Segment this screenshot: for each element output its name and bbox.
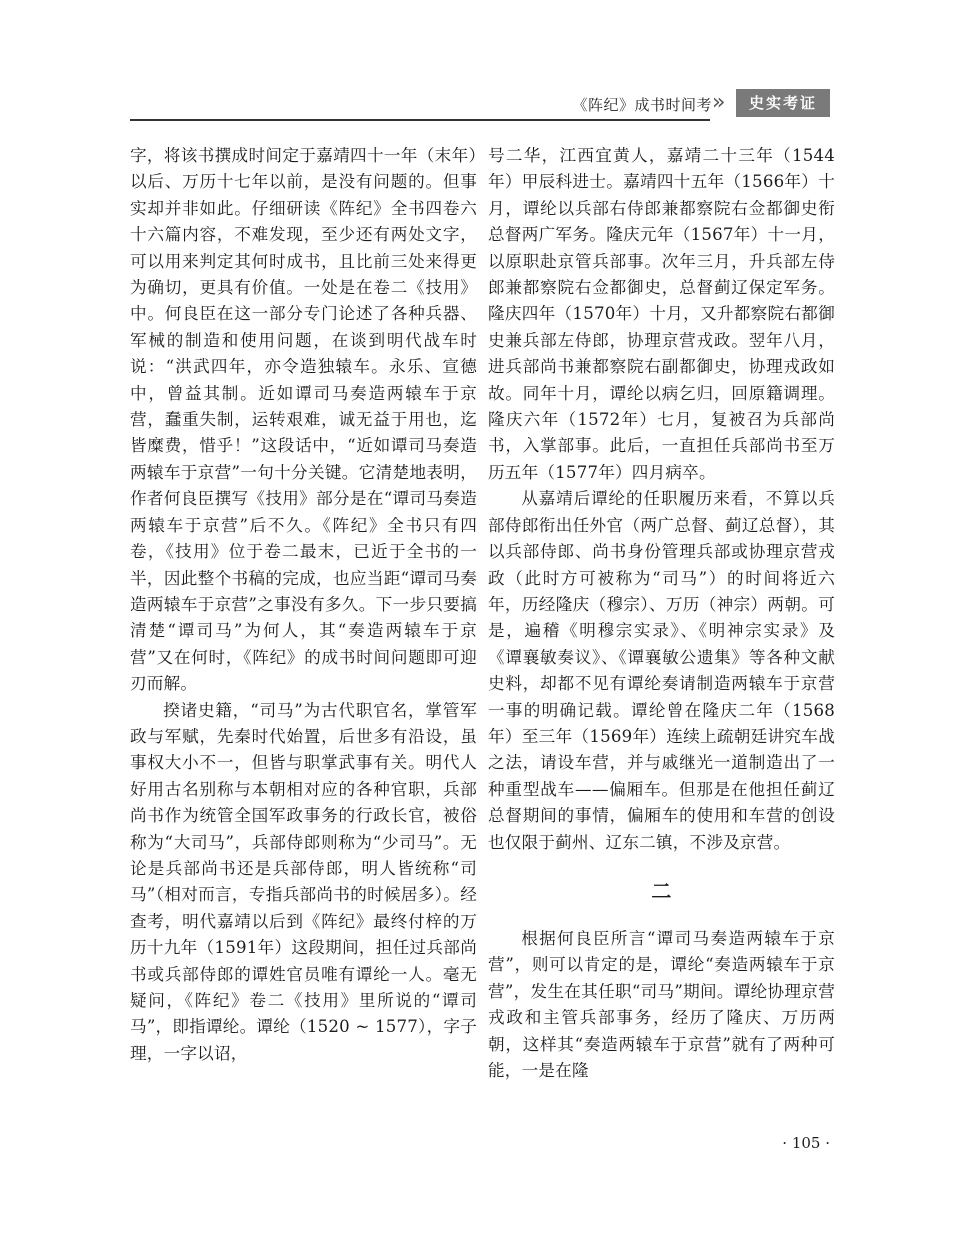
paragraph: 字，将该书撰成时间定于嘉靖四十一年（末年）以后、万历十七年以前，是没有问题的。但事实却并非如此。仔细研读《阵纪》全书四卷六十六篇内容，不难发现，至少还有两处文字，可以用来判定其何时成书，且比前三处来得更为确切，更具有价值。一处是在卷二《技用》中。何良臣在这一部分专门论述了各种兵器、军械的制造和使用问题，在谈到明代战车时说：“洪武四年，亦令造独辕车。永乐、宣德中，曾益其制。近如谭司马奏造两辕车于京营，蠢重失制，运转艰难，诚无益于用也，迄皆糜费，惜乎！”这段话中，“近如谭司马奏造两辕车于京营”一句十分关键。它清楚地表明，作者何良臣撰写《技用》部分是在“谭司马奏造两辕车于京营”后不久。《阵纪》全书只有四卷，《技用》位于卷二最末，已近于全书的一半，因此整个书稿的完成，也应当距“谭司马奏造两辕车于京营”之事没有多久。下一步只要搞清楚“谭司马”为何人，其“奏造两辕车于京营”又在何时，《阵纪》的成书时间问题即可迎刃而解。	[130, 146, 477, 694]
section-heading: 二	[651, 878, 672, 903]
paragraph: 号二华，江西宜黄人，嘉靖二十三年（1544年）甲辰科进士。嘉靖四十五年（1566年）十月，谭纶以兵部右侍郎兼都察院右佥都御史衔总督两广军务。隆庆元年（1567年）十一月，以原职赴京管兵部事。次年三月，升兵部左侍郎兼都察院右佥都御史，总督蓟辽保定军务。隆庆四年（1570年）十月，又升都察院右都御史兼兵部左侍郎，协理京营戎政。翌年八月，进兵部尚书兼都察院右副都御史，协理戎政如故。同年十月，谭纶以病乞归，回原籍调理。隆庆六年（1572年）七月，复被召为兵部尚书，入掌部事。此后，一直担任兵部尚书至万历五年（1577年）四月病卒。	[488, 146, 835, 482]
right-column	[488, 143, 835, 1084]
section-label: 史实考证	[736, 89, 830, 117]
page-number: · 105 ·	[782, 1134, 830, 1152]
article-title: 《阵纪》成书时间考	[572, 96, 712, 114]
paragraph: 揆诸史籍，“司马”为古代职官名，掌管军政与军赋，先秦时代始置，后世多有沿设，虽事权大小不一，但皆与职掌武事有关。明代人好用古名别称与本朝相对应的各种官职，兵部尚书作为统管全国军政事务的行政长官，被俗称为“大司马”，兵部侍郎则称为“少司马”。无论是兵部尚书还是兵部侍郎，明人皆统称“司马”（相对而言，专指兵部尚书的时候居多）。经查考，明代嘉靖以后到《阵纪》最终付梓的万历十九年（1591年）这段期间，担任过兵部尚书或兵部侍郎的谭姓官员唯有谭纶一人。毫无疑问，《阵纪》卷二《技用》里所说的“谭司马”，即指谭纶。谭纶（1520 ~ 1577），字子理，一字以诏，	[130, 700, 477, 1063]
header-rule	[130, 119, 710, 121]
left-column	[130, 143, 477, 1067]
paragraph: 根据何良臣所言“谭司马奏造两辕车于京营”，则可以肯定的是，谭纶“奏造两辕车于京营”，发生在其任职“司马”期间。谭纶协理京营戎政和主管兵部事务，经历了隆庆、万历两朝，这样其“奏造两辕车于京营”就有了两种可能，一是在隆	[488, 928, 835, 1080]
paragraph: 从嘉靖后谭纶的任职履历来看，不算以兵部侍郎衔出任外官（两广总督、蓟辽总督），其以兵部侍郎、尚书身份管理兵部或协理京营戎政（此时方可被称为“司马”）的时间将近六年，历经隆庆（穆宗）、万历（神宗）两朝。可是，遍稽《明穆宗实录》、《明神宗实录》及《谭襄敏奏议》、《谭襄敏公遗集》等各种文献史料，却都不见有谭纶奏请制造两辕车于京营一事的明确记载。谭纶曾在隆庆二年（1568年）至三年（1569年）连续上疏朝廷讲究车战之法，请设车营，并与戚继光一道制造出了一种重型战车——偏厢车。但那是在他担任蓟辽总督期间的事情，偏厢车的使用和车营的创设也仅限于蓟州、辽东二镇，不涉及京营。	[488, 489, 835, 852]
chevron-right-icon: »	[712, 90, 726, 115]
running-header	[130, 89, 830, 121]
